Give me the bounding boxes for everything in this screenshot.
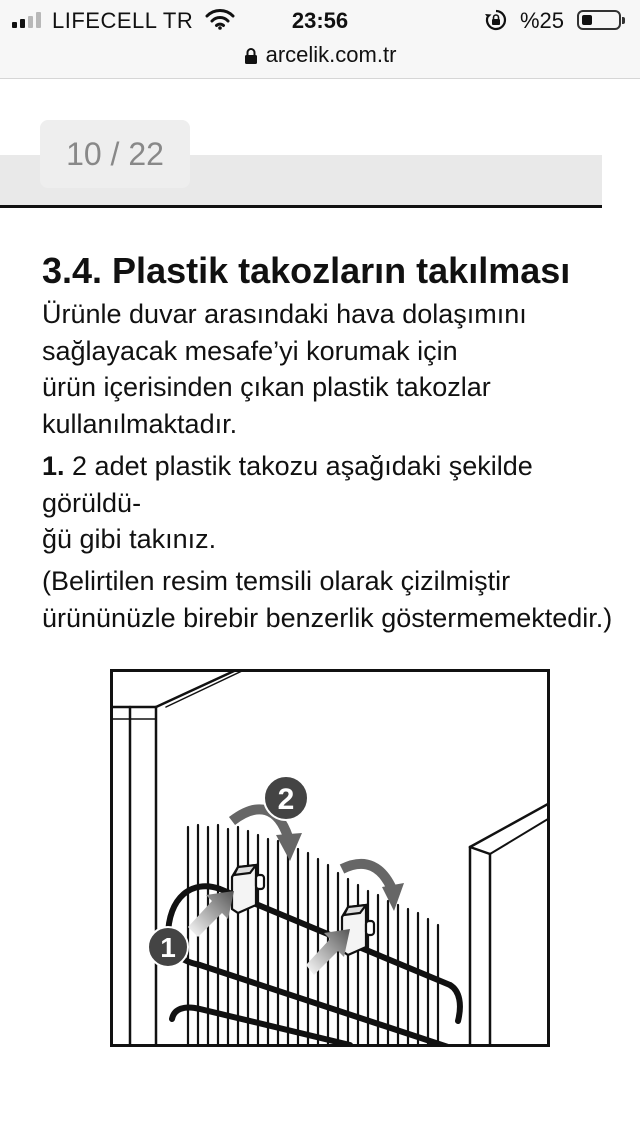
intro-line: Ürünle duvar arasındaki hava dolaşımını bbox=[42, 299, 527, 329]
rotation-lock-icon bbox=[484, 9, 508, 37]
callout-2 bbox=[264, 776, 308, 820]
step-number: 1. bbox=[42, 451, 65, 481]
step-1 bbox=[42, 448, 602, 558]
note-line: ürününüzle birebir benzerlik göstermemektedir.) bbox=[42, 602, 613, 633]
battery-percent: %25 bbox=[520, 8, 565, 33]
intro-paragraph bbox=[42, 296, 602, 442]
intro-line: sağlayacak mesafe’yi korumak için bbox=[42, 335, 458, 366]
page-indicator: 10 / 22 bbox=[40, 120, 190, 188]
carrier-name: LIFECELL TR bbox=[52, 8, 194, 33]
step-text: 2 adet plastik takozu aşağıdaki şekilde görüldü- bbox=[42, 451, 533, 518]
step-text: ğü gibi takınız. bbox=[42, 524, 217, 554]
note-line: (Belirtilen resim temsili olarak çizilmiştir bbox=[42, 566, 511, 596]
wifi-icon bbox=[205, 8, 235, 36]
battery-icon bbox=[577, 10, 621, 30]
disclaimer-note bbox=[42, 563, 632, 636]
svg-text:1: 1 bbox=[160, 932, 176, 963]
status-bar bbox=[0, 0, 640, 40]
callout-1 bbox=[148, 927, 188, 967]
clock: 23:56 bbox=[291, 8, 349, 33]
url-bar[interactable] bbox=[0, 40, 640, 79]
intro-line: ürün içerisinden çıkan plastik takozlar bbox=[42, 372, 491, 402]
intro-line: kullanılmaktadır. bbox=[42, 408, 238, 439]
url-text[interactable]: arcelik.com.tr bbox=[265, 42, 397, 67]
spacer-installation-illustration bbox=[110, 669, 550, 1047]
section-title: 3.4. Plastik takozların takılması bbox=[42, 250, 571, 291]
svg-text:2: 2 bbox=[277, 783, 295, 816]
padlock-icon bbox=[244, 45, 258, 71]
signal-icon bbox=[12, 12, 41, 28]
